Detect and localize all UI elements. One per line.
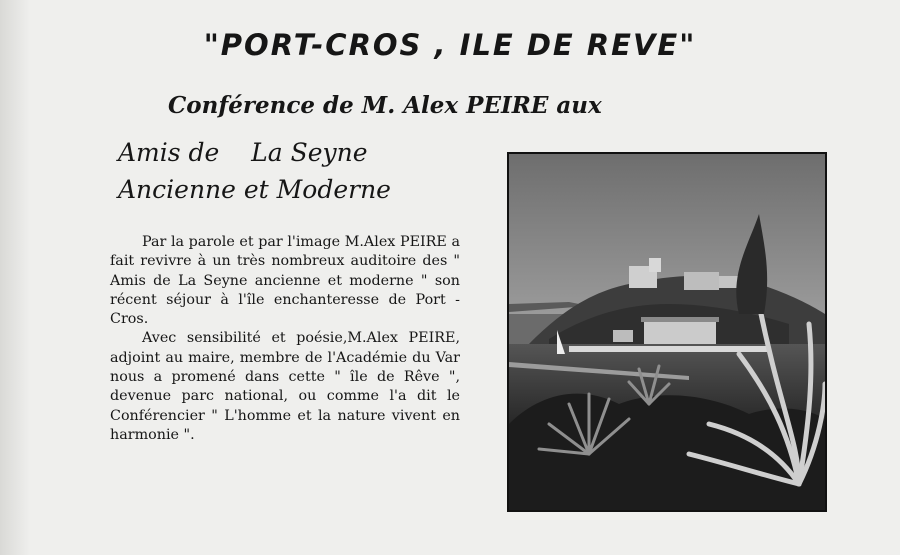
article-subtitle: Conférence de M. Alex PEIRE aux bbox=[168, 92, 602, 119]
harbour-photo-illustration bbox=[509, 154, 825, 510]
harbour-building-roof bbox=[641, 317, 719, 322]
association-name bbox=[118, 134, 478, 208]
fort-tower bbox=[649, 258, 661, 272]
article-paragraph-1: Par la parole et par l'image M.Alex PEIRE a fait revivre à un très nombreux auditoire des " Amis de La Seyne ancienne et moderne " son récent séjour à l'île enchanteresse de Port - Cros. bbox=[110, 234, 460, 328]
quay bbox=[569, 346, 769, 352]
harbour-building bbox=[644, 320, 716, 346]
article-body bbox=[110, 233, 460, 445]
harbour-photo bbox=[507, 152, 827, 512]
association-line-1: Amis de La Seyne bbox=[118, 138, 368, 167]
scan-edge-shadow bbox=[0, 0, 30, 555]
hill-house bbox=[684, 272, 719, 290]
association-line-2: Ancienne et Moderne bbox=[118, 175, 391, 204]
hill-house-2 bbox=[719, 276, 739, 288]
article-paragraph-2: Avec sensibilité et poésie,M.Alex PEIRE, adjoint au maire, membre de l'Académie du Var nous a promené dans cette " île de Rêve ", devenue parc national, ou comme l'a dit le Conférencier " L'homme et la nature vivent en harmonie ". bbox=[110, 330, 460, 443]
article-title: "PORT-CROS , ILE DE REVE" bbox=[203, 28, 697, 62]
small-house bbox=[613, 330, 633, 342]
